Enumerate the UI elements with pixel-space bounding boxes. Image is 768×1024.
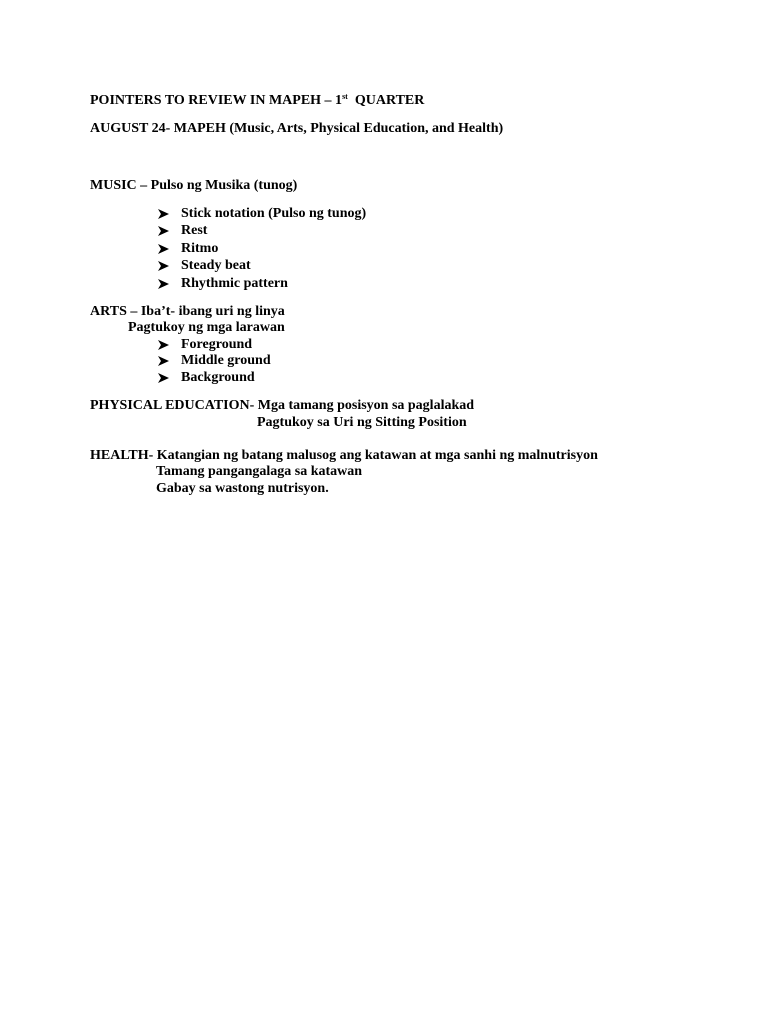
document-title (90, 93, 424, 109)
music-item-label: Rhythmic pattern (181, 276, 288, 291)
arts-item-label: Foreground (181, 337, 253, 352)
arts-heading: ARTS – Iba’t- ibang uri ng linya (90, 304, 285, 319)
music-item-label: Stick notation (Pulso ng tunog) (181, 206, 367, 221)
arrow-bullet-icon (158, 209, 169, 219)
date-line: AUGUST 24- MAPEH (Music, Arts, Physical Education, and Health) (90, 121, 504, 136)
music-heading: MUSIC – Pulso ng Musika (tunog) (90, 178, 298, 193)
arrow-bullet-icon (158, 226, 169, 236)
arrow-bullet-icon (158, 373, 169, 383)
arrow-bullet-icon (158, 356, 169, 366)
pe-subline: Pagtukoy sa Uri ng Sitting Position (257, 415, 467, 430)
title-prefix: POINTERS TO REVIEW IN MAPEH – 1 (90, 93, 343, 108)
music-item-label: Ritmo (181, 241, 219, 256)
arrow-bullet-icon (158, 340, 169, 350)
arrow-bullet-icon (158, 261, 169, 271)
music-item-label: Steady beat (181, 258, 251, 273)
health-line: Gabay sa wastong nutrisyon. (156, 481, 329, 496)
arrow-bullet-icon (158, 244, 169, 254)
arts-item-label: Middle ground (181, 353, 271, 368)
arts-subheading: Pagtukoy ng mga larawan (128, 320, 285, 335)
health-line: Tamang pangangalaga sa katawan (156, 464, 363, 479)
health-heading: HEALTH- Katangian ng batang malusog ang katawan at mga sanhi ng malnutrisyon (90, 448, 598, 463)
title-superscript: st (342, 92, 348, 101)
title-suffix: QUARTER (354, 93, 425, 108)
arts-item-label: Background (181, 370, 255, 385)
pe-heading: PHYSICAL EDUCATION- Mga tamang posisyon sa paglalakad (90, 398, 475, 413)
music-item-label: Rest (181, 223, 208, 238)
arrow-bullet-icon (158, 279, 169, 289)
